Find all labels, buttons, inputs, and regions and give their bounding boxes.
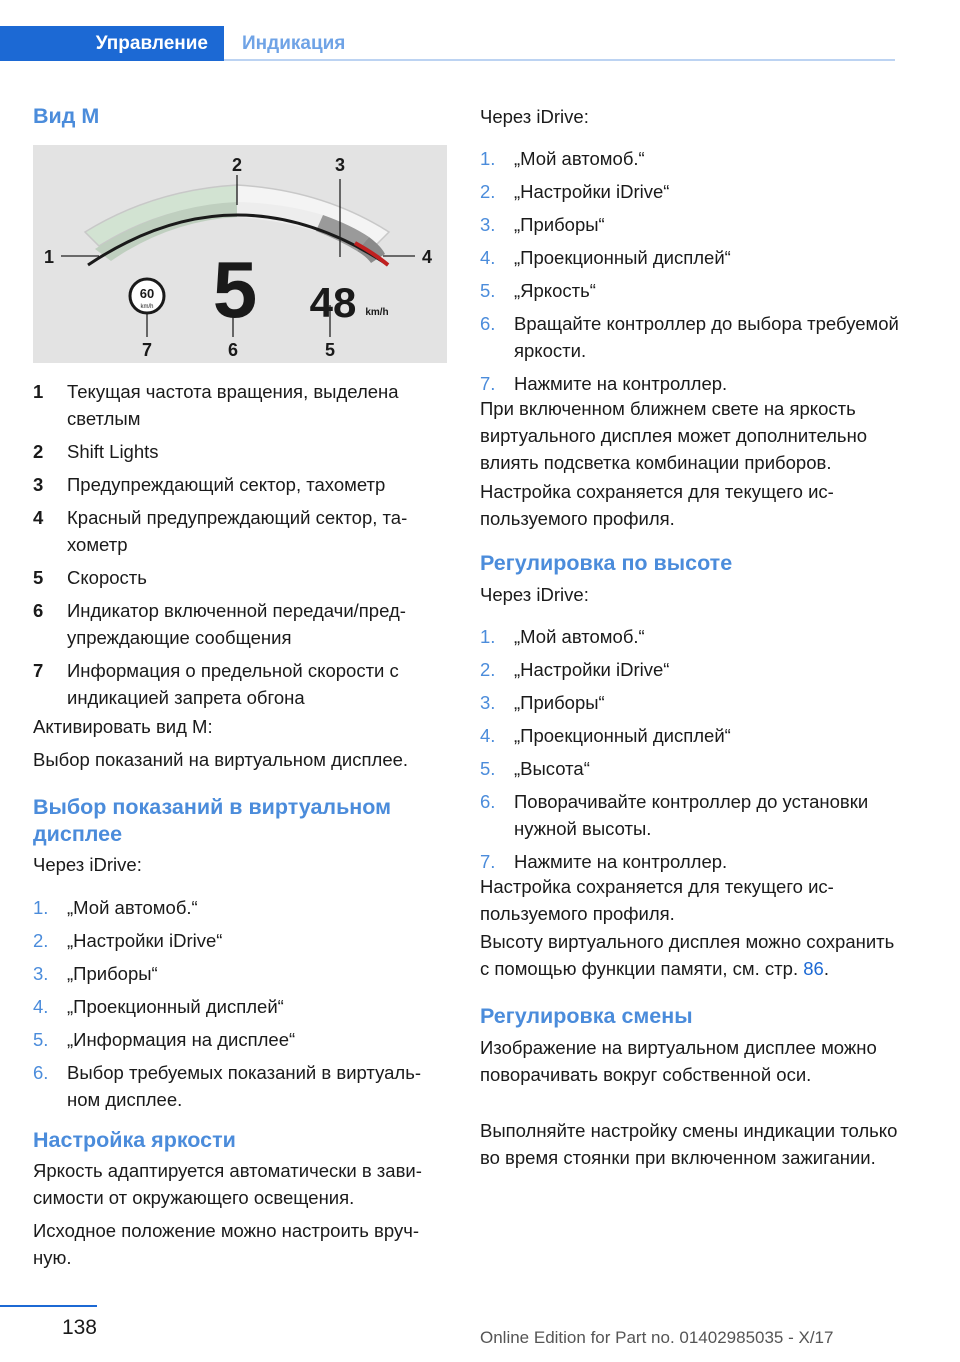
callout-6: 6 [227, 340, 239, 360]
figure-legend [33, 378, 447, 717]
speed-limit-value: 60 [139, 286, 155, 301]
page-link[interactable]: 86 [803, 958, 824, 979]
speed-limit-unit: km/h [140, 304, 154, 310]
callout-5: 5 [324, 340, 336, 360]
legend-item: 6 Индикатор включенной передачи/предупреждающие сообщения [33, 600, 406, 648]
list-item: 1. „Мой автомоб.“ [480, 148, 645, 169]
brightness-paragraph-2: Исходное положение можно настроить вручную. [33, 1220, 420, 1268]
saved-profile-paragraph: Настройка сохраняется для текущего используемого профиля. [480, 481, 834, 529]
speed-unit: km/h [365, 307, 389, 318]
callout-2: 2 [231, 155, 243, 175]
tab-displays[interactable]: Индикация [242, 32, 346, 54]
page-number: 138 [61, 1316, 97, 1339]
list-item: 6. Выбор требуемых показаний в виртуальном дисплее. [33, 1062, 422, 1110]
memory-paragraph: Высоту виртуального дисплея можно сохранить с помощью функции памяти, см. стр. 86. [480, 931, 895, 979]
tab-underline [224, 59, 895, 61]
section-title-select-display: Выбор показаний в виртуальном дисплее [33, 795, 392, 846]
head-up-display-figure [33, 145, 447, 363]
steps-brightness [480, 145, 900, 403]
speed-value: 48 [309, 279, 357, 326]
via-idrive-label: Через iDrive: [480, 106, 589, 127]
callout-4: 4 [421, 247, 433, 267]
hud-illustration [33, 145, 447, 363]
section-title-height: Регулировка по высоте [480, 551, 733, 575]
legend-item: 1 Текущая частота вращения, выделена светлым [33, 381, 399, 429]
list-item: 7. Нажмите на контроллер. [480, 373, 728, 394]
steps-select-display [33, 894, 447, 1119]
page-number-rule [0, 1305, 97, 1307]
list-item: 2. „Настройки iDrive“ [33, 930, 223, 951]
list-item: 5. „Высота“ [480, 758, 590, 779]
legend-item: 4 Красный предупреждающий сектор, тахометр [33, 507, 408, 555]
legend-item: 7 Информация о предельной скорости с индикацией запрета обгона [33, 660, 399, 708]
callout-3: 3 [334, 155, 346, 175]
rotation-paragraph-1: Изображение на виртуальном дисплее можно поворачивать вокруг собственной оси. [480, 1037, 877, 1085]
gear-indicator: 5 [212, 245, 258, 334]
list-item: 3. „Приборы“ [33, 963, 158, 984]
section-title-rotation: Регулировка смены [480, 1004, 693, 1028]
lowbeam-paragraph: При включенном ближнем свете на яркость виртуального дисплея может дополнительно влиять подсветка комбинации приборов. [480, 398, 868, 473]
list-item: 6. Поворачивайте контроллер до установки нужной высоты. [480, 791, 869, 839]
list-item: 5. „Информация на дисплее“ [33, 1029, 296, 1050]
list-item: 3. „Приборы“ [480, 692, 605, 713]
section-title-brightness: Настройка яркости [33, 1128, 236, 1152]
steps-height [480, 623, 900, 881]
edition-footer: Online Edition for Part no. 01402985035 - X/17 [480, 1328, 834, 1347]
callout-1: 1 [43, 247, 55, 267]
list-item: 4. „Проекционный дисплей“ [480, 247, 731, 268]
callout-7: 7 [141, 340, 153, 360]
via-idrive-label: Через iDrive: [480, 584, 589, 605]
select-info-text: Выбор показаний на виртуальном дисплее. [33, 749, 409, 770]
speed-limit-sign [130, 279, 164, 313]
list-item: 7. Нажмите на контроллер. [480, 851, 728, 872]
legend-item: 2 Shift Lights [33, 441, 159, 462]
section-title-view-m: Вид M [33, 104, 100, 128]
list-item: 2. „Настройки iDrive“ [480, 181, 670, 202]
list-item: 2. „Настройки iDrive“ [480, 659, 670, 680]
list-item: 3. „Приборы“ [480, 214, 605, 235]
tab-controls[interactable]: Управление [0, 26, 224, 61]
list-item: 6. Вращайте контроллер до выбора требуемой яркости. [480, 313, 899, 361]
legend-item: 5 Скорость [33, 567, 147, 588]
header-tabs [0, 26, 895, 61]
rotation-paragraph-2: Выполняйте настройку смены индикации только во время стоянки при включенном зажигании. [480, 1120, 898, 1168]
saved-profile-paragraph: Настройка сохраняется для текущего используемого профиля. [480, 876, 834, 924]
brightness-paragraph-1: Яркость адаптируется автоматически в зависимости от окружающего освещения. [33, 1160, 422, 1208]
activate-text: Активировать вид M: [33, 716, 213, 737]
legend-item: 3 Предупреждающий сектор, тахометр [33, 474, 386, 495]
list-item: 4. „Проекционный дисплей“ [480, 725, 731, 746]
list-item: 1. „Мой автомоб.“ [480, 626, 645, 647]
list-item: 4. „Проекционный дисплей“ [33, 996, 284, 1017]
list-item: 5. „Яркость“ [480, 280, 596, 301]
list-item: 1. „Мой автомоб.“ [33, 897, 198, 918]
via-idrive-label: Через iDrive: [33, 854, 142, 875]
